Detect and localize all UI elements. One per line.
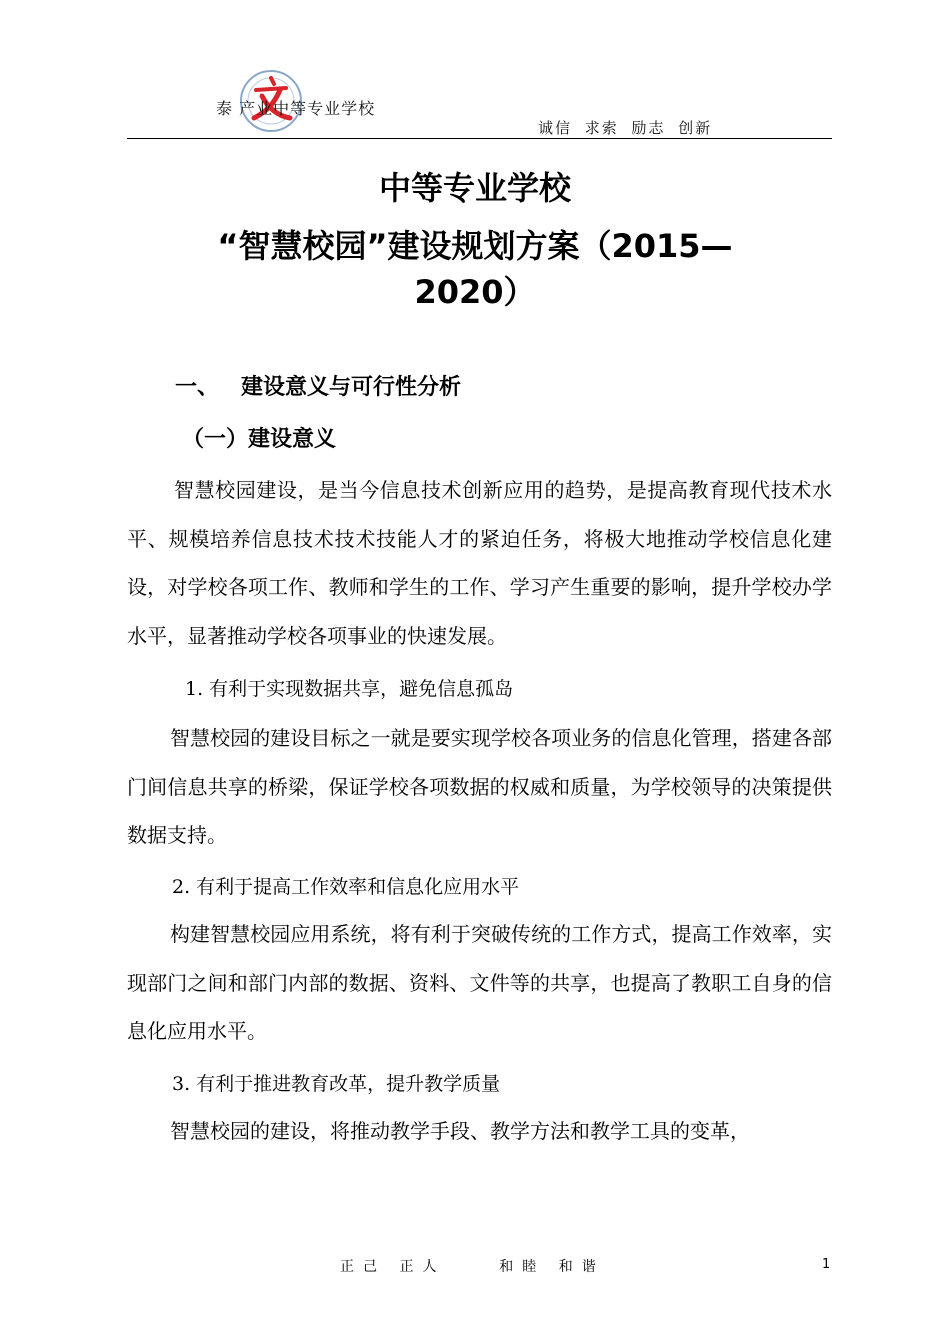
item-1-paragraph: 智慧校园的建设目标之一就是要实现学校各项业务的信息化管理，搭建各部门间信息共享的桥梁，保证学校各项数据的权威和质量，为学校领导的决策提供数据支持。 <box>127 726 832 847</box>
page-header <box>0 0 950 140</box>
item-2-title: 2. 有利于提高工作效率和信息化应用水平 <box>172 876 520 898</box>
document-title-line-3: 2020） <box>414 273 536 311</box>
document-title-line-1: 中等专业学校 <box>378 169 571 207</box>
page-number: 1 <box>822 1257 831 1272</box>
item-1-title: 1. 有利于实现数据共享，避免信息孤岛 <box>185 678 514 700</box>
section-heading <box>175 370 461 401</box>
intro-paragraph: 智慧校园建设，是当今信息技术创新应用的趋势，是提高教育现代技术水平、规模培养信息技术技术技能人才的紧迫任务，将极大地推动学校信息化建设，对学校各项工作、教师和学生的工作、学习产生重要的影响，提升学校办学水平，显著推动学校各项事业的快速发展。 <box>127 478 832 648</box>
item-3-paragraph: 智慧校园的建设，将推动教学手段、教学方法和教学工具的变革， <box>170 1119 750 1143</box>
item-3-title: 3. 有利于推进教育改革，提升教学质量 <box>172 1073 501 1095</box>
section-number: 一、 <box>175 375 220 400</box>
subsection-heading: （一）建设意义 <box>182 427 337 452</box>
header-motto: 诚信 求索 励志 创新 <box>538 119 713 137</box>
document-title-line-2: “智慧校园”建设规划方案（2015— <box>217 227 733 265</box>
item-2-paragraph: 构建智慧校园应用系统，将有利于突破传统的工作方式，提高工作效率，实现部门之间和部门内部的数据、资料、文件等的共享，也提高了教职工自身的信息化应用水平。 <box>127 922 832 1043</box>
footer-motto: 正己 正人 和睦 和谐 <box>340 1259 605 1275</box>
header-divider <box>127 138 832 139</box>
section-heading-text: 建设意义与可行性分析 <box>241 375 462 400</box>
school-name: 泰 产业中等专业学校 <box>216 99 376 118</box>
